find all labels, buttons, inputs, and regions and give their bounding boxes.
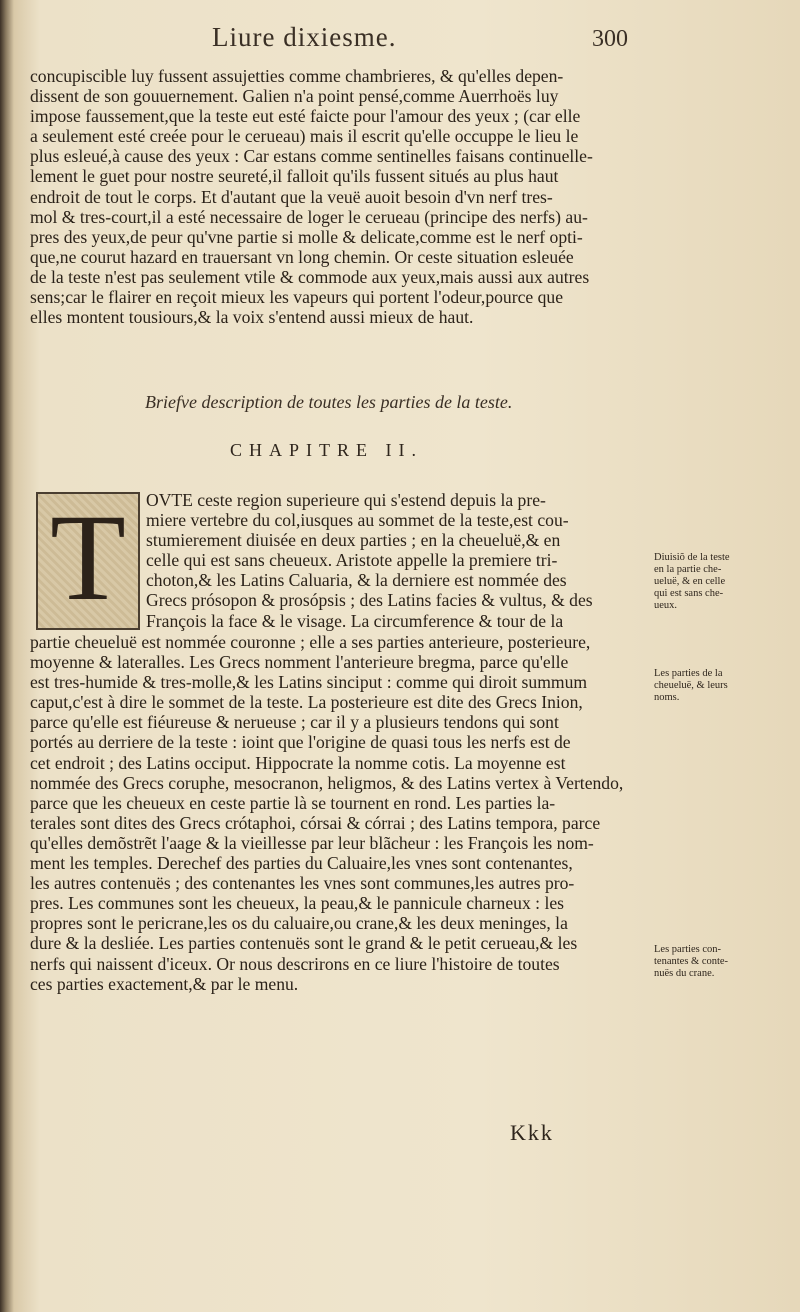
text-line: celle qui est sans cheueux. Aristote appelle la premiere tri-	[146, 550, 558, 571]
text-line: sens;car le flairer en reçoit mieux les vapeurs qui portent l'odeur,pource que	[30, 287, 564, 308]
margin-note-line: qui est sans che-	[654, 588, 724, 599]
text-line: que,ne courut hazard en trauersant vn long chemin. Or ceste situation esleuée	[30, 246, 574, 267]
text-line: les autres contenuës ; des contenantes les vnes sont communes,les autres pro-	[30, 873, 575, 894]
text-line: nerfs qui naissent d'iceux. Or nous descrirons en ce liure l'histoire de toutes	[30, 953, 560, 974]
text-line: ces parties exactement,& par le menu.	[30, 973, 299, 994]
margin-note-line: en la partie che-	[654, 564, 722, 575]
text-line: de la teste n'est pas seulement vtile & commode aux yeux,mais aussi aux autres	[30, 266, 590, 287]
text-line: miere vertebre du col,iusques au sommet de la teste,est cou-	[146, 510, 569, 531]
text-line: pres. Les communes sont les cheueux, la peau,& le pannicule charneux : les	[30, 893, 564, 914]
text-line: propres sont le pericrane,les os du caluaire,ou crane,& les deux meninges, la	[30, 913, 568, 934]
margin-note-line: ueux.	[654, 600, 678, 611]
text-line: partie cheueluë est nommée couronne ; elle a ses parties anterieure, posterieure,	[30, 632, 591, 652]
page-header	[0, 22, 800, 66]
margin-note-crane-parts	[654, 944, 784, 980]
text-line: impose faussement,que la teste eut esté faicte pour l'amour des yeux ; (car elle	[30, 106, 581, 127]
text-line: elles montent tousiours,& la voix s'entend aussi mieux de haut.	[30, 307, 474, 328]
text-line: qu'elles demõstrẽt l'aage & la vieillesse par leur blãcheur : les François les nom-	[30, 832, 594, 853]
section-subtitle: Briefve description de toutes les parties de la teste.	[145, 392, 513, 412]
text-line: stumierement diuisée en deux parties ; en la cheueluë,& en	[146, 530, 561, 551]
running-title: Liure dixiesme.	[212, 22, 397, 52]
margin-note-line: ueluë, & en celle	[654, 576, 726, 587]
text-line: Grecs prósopon & prosópsis ; des Latins facies & vultus, & des	[146, 590, 593, 611]
text-line: caput,c'est à dire le sommet de la teste. La posterieure est dite des Grecs Inion,	[30, 692, 583, 713]
text-line: dure & la desliée. Les parties contenuës sont le grand & le petit cerueau,& les	[30, 933, 578, 954]
margin-note-line: nuës du crane.	[654, 968, 715, 979]
decorated-drop-initial	[36, 489, 140, 630]
text-line: plus esleué,à cause des yeux : Car estans comme sentinelles faisans continuelle-	[30, 146, 593, 167]
drop-initial-letter: T	[50, 489, 126, 626]
text-line: parce que les cheueux en ceste partie là se tournent en rond. Les parties la-	[30, 792, 556, 813]
gathering-signature: Kkk	[510, 1120, 554, 1145]
paragraph-chapter-opening	[146, 490, 646, 631]
text-line: pres des yeux,de peur qu'vne partie si molle & delicate,comme est le nerf opti-	[30, 226, 583, 247]
margin-note-division	[654, 552, 784, 612]
text-line: ment les temples. Derechef des parties du Caluaire,les vnes sont contenantes,	[30, 853, 573, 874]
text-line: concupiscible luy fussent assujetties comme chambrieres, & qu'elles depen-	[30, 66, 564, 86]
paragraph-chapter-body	[30, 632, 645, 994]
text-line: nommée des Grecs coruphe, mesocranon, heligmos, & des Latins vertex à Vertendo,	[30, 772, 624, 793]
text-line: a seulement esté creée pour le cerueau) mais il escrit qu'elle occuppe le lieu le	[30, 126, 579, 147]
text-line: choton,& les Latins Caluaria, & la derniere est nommée des	[146, 570, 567, 591]
margin-note-line: Les parties de la	[654, 668, 723, 679]
text-line: mol & tres-court,il a esté necessaire de loger le cerueau (principe des nerfs) au-	[30, 206, 588, 227]
text-line: parce qu'elle est fiéureuse & nerueuse ; car il y a plusieurs tendons qui sont	[30, 712, 559, 733]
paragraph-intro	[30, 66, 645, 327]
text-line: François la face & le visage. La circumference & tour de la	[146, 610, 564, 631]
margin-note-line: Les parties con-	[654, 944, 722, 955]
page-number: 300	[592, 26, 628, 52]
text-line: lement le guet pour nostre seureté,il falloit qu'ils fussent situés au plus haut	[30, 166, 559, 187]
margin-note-parts-names	[654, 668, 784, 704]
text-line: cet endroit ; des Latins occiput. Hippocrate la nomme cotis. La moyenne est	[30, 752, 566, 773]
text-line: est tres-humide & tres-molle,& les Latins sinciput : comme qui diroit summum	[30, 672, 588, 693]
text-line: endroit de tout le corps. Et d'autant que la veuë auoit besoin d'vn nerf tres-	[30, 186, 553, 207]
text-line: moyenne & lateralles. Les Grecs nomment l'anterieure bregma, parce qu'elle	[30, 652, 569, 673]
margin-note-line: Diuisiõ de la teste	[654, 552, 730, 563]
text-line: OVTE ceste region superieure qui s'estend depuis la pre-	[146, 490, 546, 510]
margin-note-line: cheueluë, & leurs	[654, 680, 728, 691]
text-line: terales sont dites des Grecs crótaphoi, córsai & córrai ; des Latins tempora, parce	[30, 812, 601, 833]
margin-note-line: noms.	[654, 692, 680, 703]
text-line: dissent de son gouuernement. Galien n'a point pensé,comme Auerrhoës luy	[30, 86, 559, 107]
margin-note-line: tenantes & conte-	[654, 956, 729, 967]
chapter-heading: CHAPITRE II.	[230, 440, 423, 460]
text-line: portés au derriere de la teste : ioint que l'origine de quasi tous les nerfs est de	[30, 732, 571, 753]
